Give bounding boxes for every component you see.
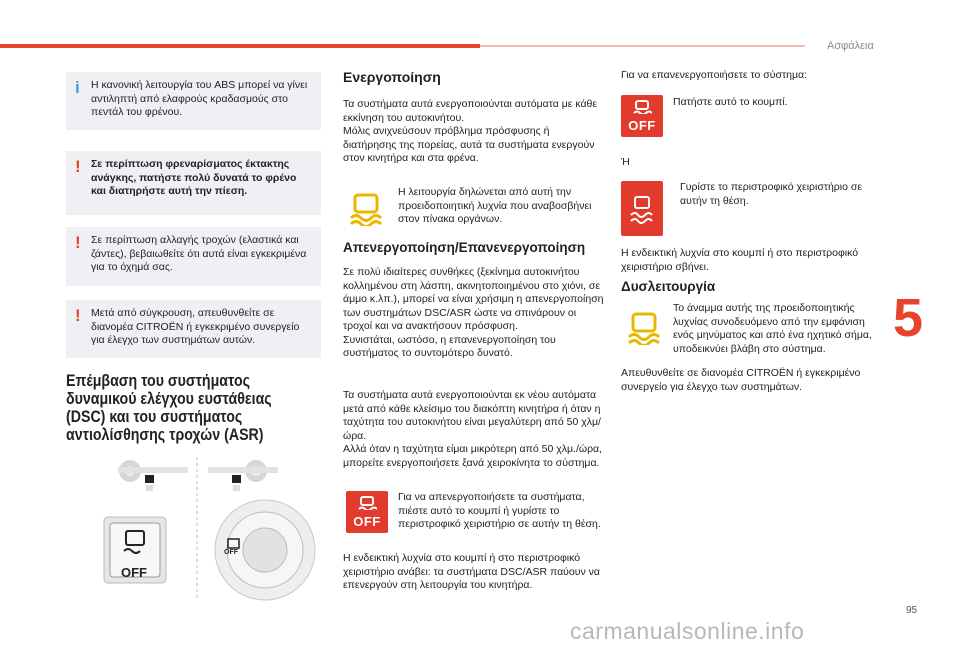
dial-off-label: OFF — [224, 549, 238, 556]
indicator-on-text: Η ενδεικτική λυχνία στο κουμπί ή στο περιστροφικό χειριστήριο ανάβει: τα συστήματα DSC/ASR παύουν να επενεργούν στη λειτουργία του κινητήρα. — [343, 552, 600, 591]
note-text: Σε περίπτωση αλλαγής τροχών (ελαστικά και ζάντες), βεβαιωθείτε ότι αυτά είναι εγκεκριμένα για το όχημά σας. — [91, 234, 307, 273]
skidding-car-icon — [627, 194, 657, 224]
deactivation-text: Σε πολύ ιδιαίτερες συνθήκες (ξεκίνημα αυτοκινήτου κολλημένου στη λάσπη, ακινητοποιημένου στο χιόνι, σε άμμο κ.λπ.), μπορεί να είναι χρήσιμη η απενεργοποίηση των συστημάτων DSC/ASR ώστε να σπινάρουν οι τροχοί και να ανακτήσουν πρόσφυση. Συνιστάται, ωστόσο, η επανενεργοποίηση του συστήματος το συντομότερο δυνατό. — [343, 266, 604, 359]
activation-icon-text: Η λειτουργία δηλώνεται από αυτή την προειδοποιητική λυχνία που αναβοσβήνει στον πίνακα οργάνων. — [398, 186, 592, 225]
note-info-abs — [66, 72, 321, 130]
malfunction-icon-text: Το άναμμα αυτής της προειδοποιητικής λυχνίας συνοδευόμενο από την εμφάνιση ενός μηνύματος και από ένα ηχητικό σήμα, υποδεικνύει βλάβη στο σύστημα. — [673, 302, 872, 355]
illustration — [100, 455, 320, 605]
rotary-position-icon — [621, 181, 663, 236]
note-text: Σε περίπτωση φρεναρίσματος έκτακτης ανάγκης, πατήστε πολύ δυνατά το φρένο και διατηρήστε αυτή την πίεση. — [91, 158, 297, 197]
press-button-text: Πατήστε αυτό το κουμπί. — [673, 96, 788, 108]
or-text: Ή — [621, 156, 630, 168]
chapter-number: 5 — [893, 288, 924, 348]
warning-icon: ! — [75, 306, 81, 325]
page-number: 95 — [906, 605, 918, 616]
malfunction-title: Δυσλειτουργία — [621, 279, 716, 294]
auto-reactivation-text: Τα συστήματα αυτά ενεργοποιούνται εκ νέου αυτόματα μετά από κάθε κλείσιμο του διακόπτη κινητήρα ή όταν η ταχύτητα του αυτοκινήτου είναι μεγαλύτερη από 50 χλμ/ώρα. Αλλά όταν η ταχύτητα είμαι μικρότερη από 50 χλμ./ώρα, μπορείτε ενεργοποιήσετε ξανά χειροκίνητα το σύστημα. — [343, 389, 603, 469]
skidding-car-icon — [346, 192, 386, 226]
skidding-car-icon — [624, 311, 664, 345]
dsc-asr-title: Επέμβαση του συστήματος δυναμικού ελέγχου ευστάθειας (DSC) και του συστήματος αντιολίσθησης τροχών (ASR) — [66, 372, 272, 444]
off-label: OFF — [353, 514, 381, 529]
warning-icon: ! — [75, 157, 81, 176]
off-button-icon — [346, 491, 388, 533]
section-title: Ασφάλεια — [827, 40, 874, 52]
activation-title: Ενεργοποίηση — [343, 69, 441, 85]
activation-text: Τα συστήματα αυτά ενεργοποιούνται αυτόματα με κάθε εκκίνηση του αυτοκινήτου. Μόλις ανιχνεύσουν πρόβλημα πρόσφυσης ή διατήρησης της πορείας, αυτά τα συστήματα ενεργούν στον κινητήρα και στα φρένα. — [343, 98, 598, 164]
off-button-icon-right — [621, 95, 663, 137]
malfunction-text: Απευθυνθείτε σε διανομέα CITROËN ή εγκεκριμένο συνεργείο για έλεγχο των συστημάτων. — [621, 367, 861, 393]
header-accent-line — [480, 45, 805, 47]
skidding-car-icon — [632, 100, 652, 114]
note-warning-collision — [66, 300, 321, 358]
note-warning-emergency-braking — [66, 151, 321, 215]
dashboard-left-icon — [118, 460, 188, 491]
off-label: OFF — [628, 118, 656, 133]
watermark: carmanualsonline.info — [570, 618, 805, 644]
dsc-warning-lamp — [343, 186, 389, 232]
note-text: Μετά από σύγκρουση, απευθυνθείτε σε διανομέα CITROËN ή εγκεκριμένο συνεργείο για έλεγχο των συστημάτων αυτών. — [91, 307, 300, 346]
off-button-label: OFF — [121, 565, 147, 580]
skidding-car-icon — [357, 496, 377, 510]
note-text: Η κανονική λειτουργία του ABS μπορεί να γίνει αντιληπτή από ελαφρούς κραδασμούς στο πεντάλ του φρένου. — [91, 79, 308, 118]
off-icon-text: Για να απενεργοποιήσετε τα συστήματα, πιέστε αυτό το κουμπί ή γυρίστε το περιστροφικό χειριστήριο σε αυτήν τη θέση. — [398, 491, 601, 530]
indicator-off-text: Η ενδεικτική λυχνία στο κουμπί ή στο περιστροφικό χειριστήριο σβήνει. — [621, 247, 859, 273]
deactivation-title: Απενεργοποίηση/Επανενεργοποίηση — [343, 240, 586, 255]
warning-icon: ! — [75, 233, 81, 252]
malfunction-warning-lamp — [621, 305, 667, 351]
dsc-controls-illustration — [100, 455, 320, 605]
info-icon: i — [75, 78, 80, 97]
rotate-text: Γυρίστε το περιστροφικό χειριστήριο σε αυτήν τη θέση. — [680, 181, 863, 207]
reactivate-intro: Για να επανενεργοποιήσετε το σύστημα: — [621, 69, 808, 81]
note-warning-wheels — [66, 227, 321, 286]
dashboard-right-icon — [208, 460, 278, 491]
header-accent-bar — [0, 44, 480, 48]
